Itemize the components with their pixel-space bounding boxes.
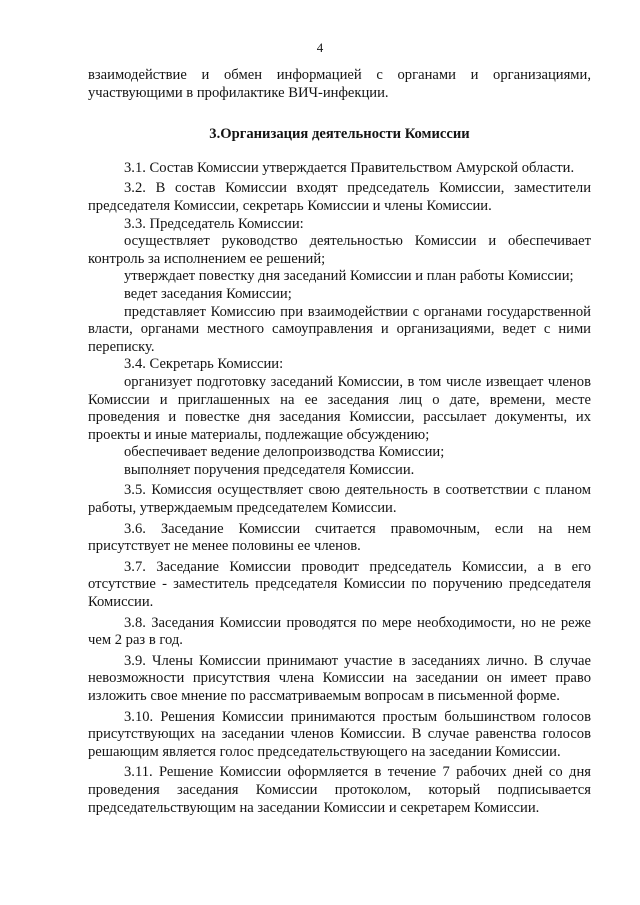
paragraph-3-5: 3.5. Комиссия осуществляет свою деятельность в соответствии с планом работы, утверждаемым председателем Комиссии. bbox=[88, 482, 591, 517]
secretary-duty-1: организует подготовку заседаний Комиссии, в том числе извещает членов Комиссии и приглашенных на ее заседания лиц о дате, времени, месте проведения и повестке дня заседания Комиссии, рассылает документы, их проекты и иные материалы, подлежащие обсуждению; bbox=[88, 373, 591, 443]
paragraph-3-7: 3.7. Заседание Комиссии проводит председатель Комиссии, а в его отсутствие - заместитель председателя Комиссии по поручению председателя Комиссии. bbox=[88, 558, 591, 611]
paragraph-3-10: 3.10. Решения Комиссии принимаются простым большинством голосов присутствующих на заседании членов Комиссии. В случае равенства голосов решающим является голос председательствующего на заседании Комиссии. bbox=[88, 708, 591, 760]
paragraph-3-4: 3.4. Секретарь Комиссии: bbox=[124, 356, 284, 373]
document-body bbox=[88, 67, 591, 817]
chairman-duty-4: представляет Комиссию при взаимодействии с органами государственной власти, органами местного самоуправления и организациями, ведет с ними переписку. bbox=[88, 303, 591, 355]
section-heading: 3.Организация деятельности Комиссии bbox=[209, 126, 470, 143]
chairman-duty-1: осуществляет руководство деятельностью Комиссии и обеспечивает контроль за исполнением ее решений; bbox=[88, 233, 591, 267]
paragraph-3-8: 3.8. Заседания Комиссии проводятся по мере необходимости, но не реже чем 2 раз в год. bbox=[88, 614, 591, 649]
paragraph-3-3: 3.3. Председатель Комиссии: bbox=[124, 215, 304, 232]
paragraph-3-6: 3.6. Заседание Комиссии считается правомочным, если на нем присутствует не менее половины ее членов. bbox=[88, 520, 591, 555]
paragraph-3-9: 3.9. Члены Комиссии принимают участие в заседаниях лично. В случае невозможности присутствия члена Комиссии на заседании он имеет право изложить свое мнение по рассматриваемым вопросам в письменной форме. bbox=[88, 652, 591, 704]
page-number: 4 bbox=[316, 40, 324, 55]
secretary-duty-2: обеспечивает ведение делопроизводства Комиссии; bbox=[124, 444, 445, 461]
chairman-duty-3: ведет заседания Комиссии; bbox=[124, 285, 292, 302]
intro-text: взаимодействие и обмен информацией с органами и организациями, участвующими в профилактике ВИЧ-инфекции. bbox=[88, 67, 591, 101]
paragraph-3-1: 3.1. Состав Комиссии утверждается Правительством Амурской области. bbox=[124, 159, 575, 176]
paragraph-3-2: 3.2. В состав Комиссии входят председатель Комиссии, заместители председателя Комиссии, секретарь Комиссии и члены Комиссии. bbox=[88, 180, 591, 214]
chairman-duty-2: утверждает повестку дня заседаний Комиссии и план работы Комиссии; bbox=[124, 268, 574, 285]
paragraph-3-11: 3.11. Решение Комиссии оформляется в течение 7 рабочих дней со дня проведения заседания Комиссии протоколом, который подписывается председательствующим на заседании Комиссии и секретарем Комиссии. bbox=[88, 764, 591, 816]
secretary-duty-3: выполняет поручения председателя Комиссии. bbox=[124, 461, 415, 478]
